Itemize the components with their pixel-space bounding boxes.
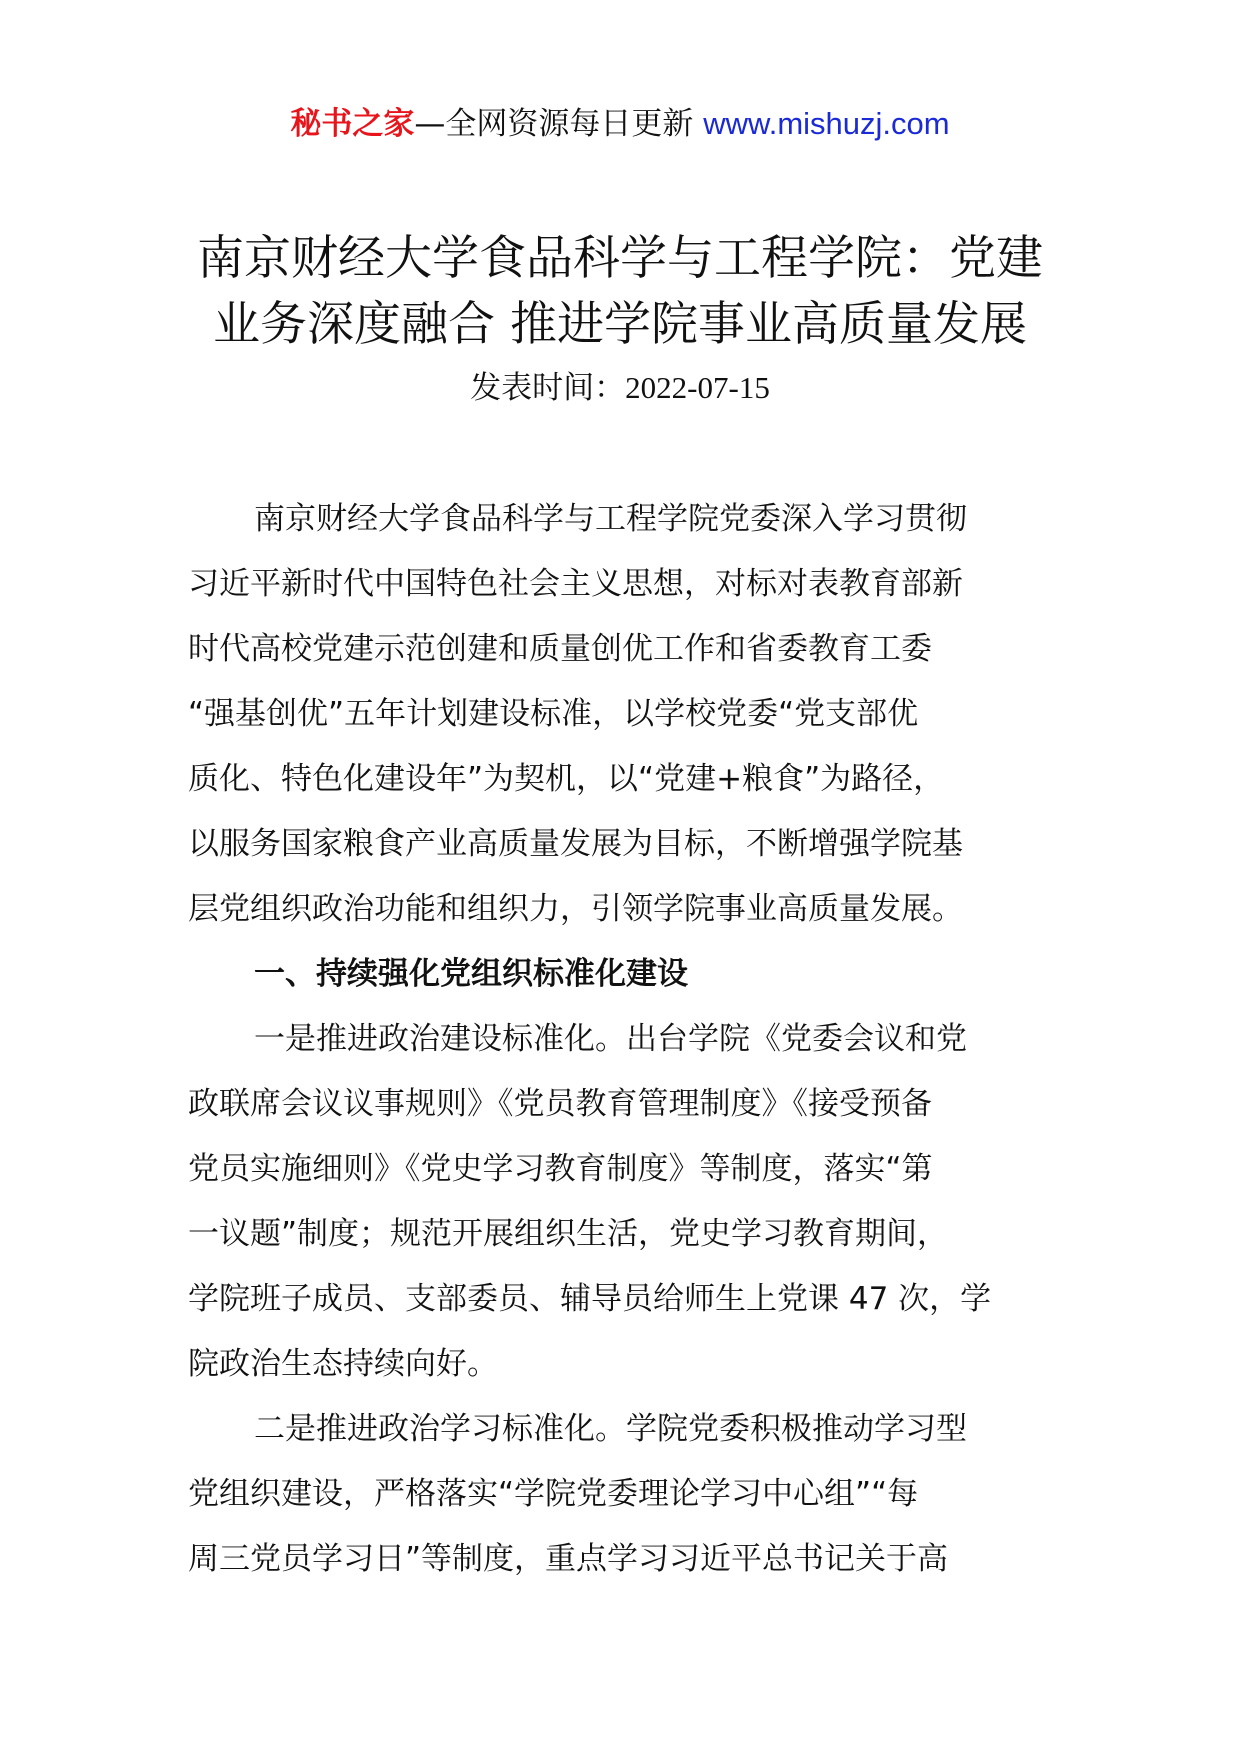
paragraph-line: 二是推进政治学习标准化。学院党委积极推动学习型: [254, 1411, 967, 1447]
publish-date-value: 2022-07-15: [625, 370, 770, 405]
political-study-paragraph: [188, 1397, 1040, 1592]
political-construction-paragraph: [188, 1007, 1040, 1397]
site-url-link[interactable]: www.mishuzj.com: [703, 106, 950, 141]
article-body: [188, 487, 1040, 1592]
paragraph-line: 一议题”制度；规范开展组织生活，党史学习教育期间，: [188, 1216, 949, 1252]
paragraph-line: 党员实施细则》《党史学习教育制度》等制度，落实“第: [188, 1151, 933, 1187]
paragraph-line: 院政治生态持续向好。: [188, 1346, 498, 1382]
paragraph-line: 质化、特色化建设年”为契机，以“党建+粮食”为路径，: [188, 761, 945, 797]
site-brand: 秘书之家: [290, 106, 415, 142]
site-tagline: —全网资源每日更新: [414, 106, 704, 142]
article-title: [150, 226, 1090, 358]
publish-date: [0, 364, 1240, 412]
intro-paragraph: [188, 487, 1040, 942]
paragraph-line: 层党组织政治功能和组织力，引领学院事业高质量发展。: [188, 891, 963, 927]
paragraph-line: 党组织建设，严格落实“学院党委理论学习中心组”“每: [188, 1476, 919, 1512]
section-heading: [188, 942, 1040, 1007]
section-heading-text: 一、持续强化党组织标准化建设: [254, 956, 688, 992]
article-title-line-1: 南京财经大学食品科学与工程学院：党建: [197, 231, 1043, 286]
article-title-line-2: 业务深度融合 推进学院事业高质量发展: [213, 297, 1027, 352]
paragraph-line: 政联席会议议事规则》《党员教育管理制度》《接受预备: [188, 1086, 932, 1122]
site-header: [0, 100, 1240, 148]
paragraph-line: 学院班子成员、支部委员、辅导员给师生上党课 47 次，学: [188, 1281, 992, 1317]
paragraph-line: 习近平新时代中国特色社会主义思想，对标对表教育部新: [188, 566, 963, 602]
publish-date-label: 发表时间：: [470, 370, 626, 406]
paragraph-line: 周三党员学习日”等制度，重点学习习近平总书记关于高: [188, 1541, 949, 1577]
paragraph-line: 时代高校党建示范创建和质量创优工作和省委教育工委: [188, 631, 932, 667]
paragraph-line: 以服务国家粮食产业高质量发展为目标，不断增强学院基: [188, 826, 963, 862]
paragraph-line: 一是推进政治建设标准化。出台学院《党委会议和党: [254, 1021, 967, 1057]
paragraph-line: “强基创优”五年计划建设标准，以学校党委“党支部优: [188, 696, 919, 732]
paragraph-line: 南京财经大学食品科学与工程学院党委深入学习贯彻: [254, 501, 967, 537]
